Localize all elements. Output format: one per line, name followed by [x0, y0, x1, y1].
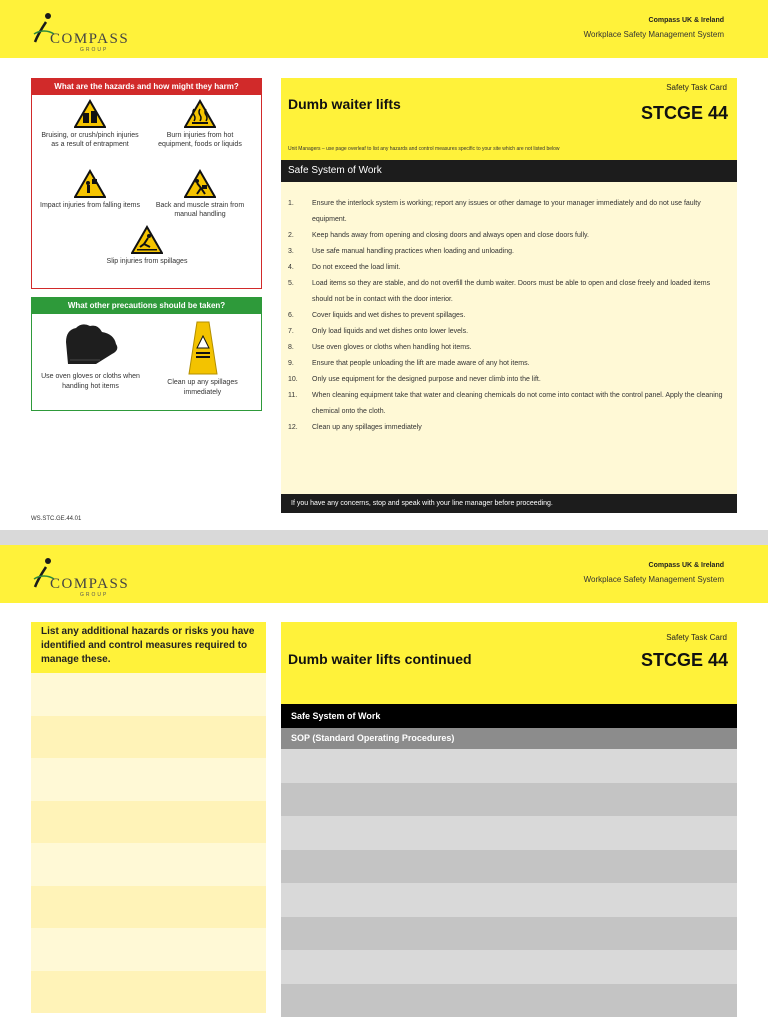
step-item	[288, 372, 728, 388]
card-title: Dumb waiter lifts	[288, 96, 401, 112]
step-text: Ensure the interlock system is working; report any issues or other damage to your manager immediately and do not use faulty equipment.	[312, 200, 701, 223]
additional-hazards-list	[31, 673, 266, 1013]
card-title: Dumb waiter lifts continued	[288, 651, 472, 667]
step-number: 8.	[288, 344, 294, 351]
hot-surface-warning-icon	[184, 99, 216, 129]
hazards-box	[31, 78, 262, 289]
system-name: Workplace Safety Management System	[583, 575, 724, 584]
system-name: Workplace Safety Management System	[583, 30, 724, 39]
step-text: Load items so they are stable, and do not overfill the dumb waiter. Doors must be able to open and close freely and loaded items should not be in contact with the door interior.	[312, 280, 711, 303]
step-number: 9.	[288, 360, 294, 367]
oven-glove-icon	[56, 320, 126, 370]
card-label: Safety Task Card	[666, 83, 727, 92]
hazards-title: What are the hazards and how might they harm?	[32, 79, 261, 95]
safe-system-heading: Safe System of Work	[281, 704, 737, 728]
step-item	[288, 340, 728, 356]
company-name: Compass UK & Ireland	[648, 562, 724, 569]
step-text: Use safe manual handling practices when loading and unloading.	[312, 248, 514, 255]
step-item	[288, 196, 728, 228]
manual-handling-warning-icon	[184, 169, 216, 199]
card-code: STCGE 44	[640, 650, 728, 670]
list-item[interactable]	[31, 716, 266, 759]
step-number: 6.	[288, 312, 294, 319]
sop-heading: SOP (Standard Operating Procedures)	[281, 728, 737, 749]
step-text: Keep hands away from opening and closing doors and always open and close doors fully.	[312, 232, 589, 239]
list-item[interactable]	[31, 801, 266, 844]
hazard-item-falling	[40, 169, 140, 210]
sop-row[interactable]	[281, 984, 737, 1018]
sop-row[interactable]	[281, 749, 737, 783]
step-number: 10.	[288, 376, 298, 383]
list-item[interactable]	[31, 928, 266, 971]
step-number: 5.	[288, 280, 294, 287]
step-text: Ensure that people unloading the lift are made aware of any hot items.	[312, 360, 530, 367]
step-item	[288, 420, 728, 436]
sop-row[interactable]	[281, 816, 737, 850]
card-label: Safety Task Card	[666, 633, 727, 642]
step-number: 2.	[288, 232, 294, 239]
sop-row[interactable]	[281, 917, 737, 951]
list-item[interactable]	[31, 673, 266, 716]
list-item[interactable]	[31, 758, 266, 801]
card-note: Unit Managers – use page overleaf to list any hazards and control measures specific to your site which are not listed below	[288, 146, 560, 152]
hazard-item-burn	[150, 99, 250, 149]
step-text: Only use equipment for the designed purpose and never climb into the lift.	[312, 376, 541, 383]
page-header	[0, 545, 768, 603]
precaution-item-spillages	[150, 320, 255, 398]
step-number: 1.	[288, 200, 294, 207]
step-item	[288, 276, 728, 308]
wet-floor-sign-icon	[183, 320, 223, 376]
hazard-item-entrapment	[40, 99, 140, 149]
step-text: Use oven gloves or cloths when handling hot items.	[312, 344, 472, 351]
card-header	[281, 622, 737, 704]
logo-text: COMPASS	[50, 576, 130, 592]
step-text: Cover liquids and wet dishes to prevent spillages.	[312, 312, 466, 319]
step-item	[288, 324, 728, 340]
slip-warning-icon	[131, 225, 163, 255]
page-header	[0, 0, 768, 58]
entrapment-warning-icon	[74, 99, 106, 129]
sop-list	[281, 749, 737, 1017]
additional-hazards-heading: List any additional hazards or risks you have identified and control measures required to manage these.	[31, 622, 266, 673]
sop-row[interactable]	[281, 883, 737, 917]
step-number: 11.	[288, 392, 298, 399]
steps-list	[288, 196, 728, 436]
step-item	[288, 260, 728, 276]
document-id: WS.STC.GE.44.01	[31, 516, 82, 522]
concerns-footer: If you have any concerns, stop and speak with your line manager before proceeding.	[281, 494, 737, 513]
page-separator	[0, 530, 768, 545]
card-header	[281, 78, 737, 160]
step-number: 4.	[288, 264, 294, 271]
hazard-label: Impact injuries from falling items	[40, 202, 140, 209]
step-number: 3.	[288, 248, 294, 255]
step-text: Do not exceed the load limit.	[312, 264, 401, 271]
hazard-label: Slip injuries from spillages	[106, 258, 188, 265]
safe-system-heading: Safe System of Work	[281, 160, 737, 182]
hazard-item-manual-handling	[150, 169, 250, 219]
task-card-page-2	[0, 545, 768, 1024]
step-text: Only load liquids and wet dishes onto lower levels.	[312, 328, 469, 335]
step-item	[288, 308, 728, 324]
logo-subtext: GROUP	[80, 592, 109, 598]
sop-row[interactable]	[281, 950, 737, 984]
step-item	[288, 388, 728, 420]
precaution-label: Use oven gloves or cloths when handling hot items	[41, 373, 140, 390]
falling-items-warning-icon	[74, 169, 106, 199]
compass-logo	[32, 557, 152, 597]
safety-task-card-continued	[281, 622, 737, 1024]
card-code: STCGE 44	[640, 103, 728, 123]
logo-text: COMPASS	[50, 31, 130, 47]
precautions-title: What other precautions should be taken?	[32, 298, 261, 314]
precautions-box	[31, 297, 262, 411]
step-item	[288, 356, 728, 372]
company-name: Compass UK & Ireland	[648, 17, 724, 24]
compass-logo	[32, 12, 152, 52]
step-number: 12.	[288, 424, 298, 431]
list-item[interactable]	[31, 886, 266, 929]
hazard-item-slip	[97, 225, 197, 266]
step-item	[288, 228, 728, 244]
step-text: When cleaning equipment take that water and cleaning chemicals do not come into contact with the control panel. Apply the cleaning chemical onto the cloth.	[312, 392, 723, 415]
hazard-label: Burn injuries from hot equipment, foods or liquids	[158, 132, 242, 148]
hazard-label: Bruising, or crush/pinch injuries as a result of entrapment	[41, 132, 139, 148]
list-item[interactable]	[31, 843, 266, 886]
precaution-item-gloves	[38, 320, 143, 392]
step-text: Clean up any spillages immediately	[312, 424, 422, 431]
step-item	[288, 244, 728, 260]
precaution-label: Clean up any spillages immediately	[167, 379, 238, 396]
logo-subtext: GROUP	[80, 47, 109, 53]
list-item[interactable]	[31, 971, 266, 1014]
sop-row[interactable]	[281, 850, 737, 884]
sop-row[interactable]	[281, 783, 737, 817]
step-number: 7.	[288, 328, 294, 335]
hazard-label: Back and muscle strain from manual handling	[155, 202, 245, 218]
safety-task-card	[281, 78, 737, 513]
